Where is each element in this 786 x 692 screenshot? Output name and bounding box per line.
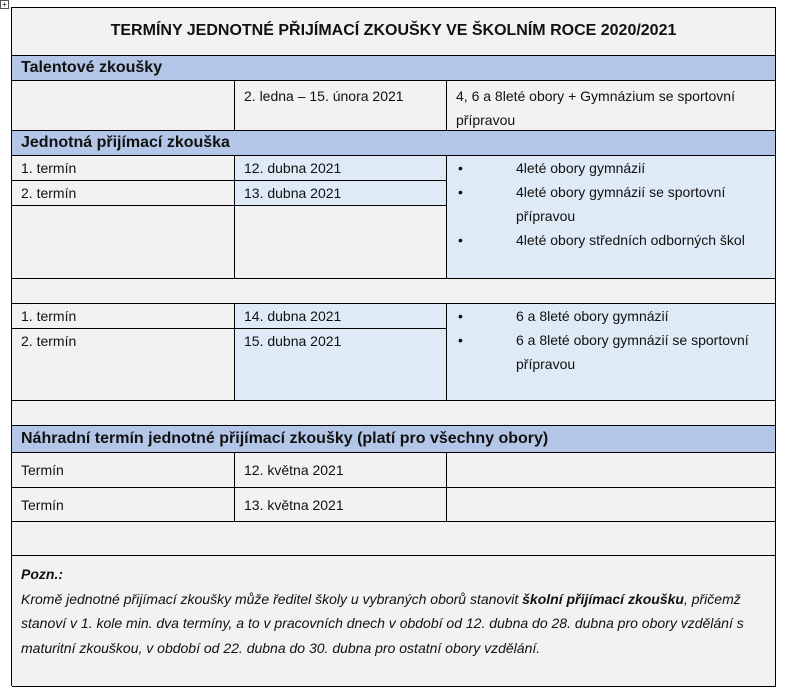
bullet-icon: • (458, 332, 463, 348)
talent-date: 2. ledna – 15. února 2021 (235, 81, 447, 131)
note-text: Kromě jednotné přijímací zkoušky může ředitel školy u vybraných oborů stanovit (21, 590, 523, 607)
table-title: TERMÍNY JEDNOTNÉ PŘIJÍMACÍ ZKOUŠKY VE ŠKOLNÍM ROCE 2020/2021 (12, 8, 776, 56)
talent-desc: 4, 6 a 8leté obory + Gymnázium se sportovní přípravou (447, 81, 776, 131)
note-bold-text: školní přijímací zkoušku (522, 590, 684, 607)
term-date: 15. dubna 2021 (235, 329, 447, 401)
list-item-text: 4leté obory gymnázií se sportovní přípravou (516, 184, 726, 224)
list-item (456, 156, 766, 180)
list-item (456, 328, 766, 376)
list-item-text: 4leté obory středních odborných škol (516, 232, 745, 248)
list-item (456, 228, 766, 252)
spacer-row (12, 522, 776, 556)
term-label: 2. termín (12, 329, 235, 401)
term-date: 12. května 2021 (235, 453, 447, 488)
list-item (456, 304, 766, 328)
note-cell (12, 556, 776, 687)
empty-cell (12, 81, 235, 131)
program-list-4yr (447, 156, 776, 279)
empty-cell (235, 206, 447, 279)
note-label: Pozn.: (21, 566, 63, 582)
empty-cell (12, 206, 235, 279)
note-text-cont: , přičemž stanoví v 1. kole min. dva termíny, a to v pracovních dnech v období od 12. dubna do 28. dubna pro obory vzdělání s maturitní zkouškou, v období od 22. dubna do 30. dubna pro ostatní obory vzdělání. (21, 590, 744, 656)
term-date: 13. května 2021 (235, 488, 447, 522)
bullet-icon: • (458, 160, 463, 176)
term-date: 12. dubna 2021 (235, 156, 447, 181)
list-item-text: 6 a 8leté obory gymnázií (516, 308, 669, 324)
list-item-text: 4leté obory gymnázií (516, 160, 646, 176)
spacer-row (12, 401, 776, 426)
term-label: 1. termín (12, 304, 235, 329)
list-item (456, 180, 766, 228)
exam-dates-table (11, 7, 776, 686)
section-header-talent: Talentové zkoušky (12, 56, 776, 81)
term-label: 1. termín (12, 156, 235, 181)
list-item-text: 6 a 8leté obory gymnázií se sportovní přípravou (516, 332, 749, 372)
empty-cell (447, 453, 776, 488)
program-list-6-8yr (447, 304, 776, 401)
table-move-handle-icon[interactable]: + (0, 0, 9, 9)
bullet-icon: • (458, 184, 463, 200)
term-label: 2. termín (12, 181, 235, 206)
bullet-icon: • (458, 308, 463, 324)
spacer-row (12, 279, 776, 304)
term-date: 13. dubna 2021 (235, 181, 447, 206)
term-label: Termín (12, 488, 235, 522)
section-header-jednotna: Jednotná přijímací zkouška (12, 131, 776, 156)
section-header-nahradni: Náhradní termín jednotné přijímací zkoušky (platí pro všechny obory) (12, 426, 776, 453)
empty-cell (447, 488, 776, 522)
term-label: Termín (12, 453, 235, 488)
bullet-icon: • (458, 232, 463, 248)
term-date: 14. dubna 2021 (235, 304, 447, 329)
